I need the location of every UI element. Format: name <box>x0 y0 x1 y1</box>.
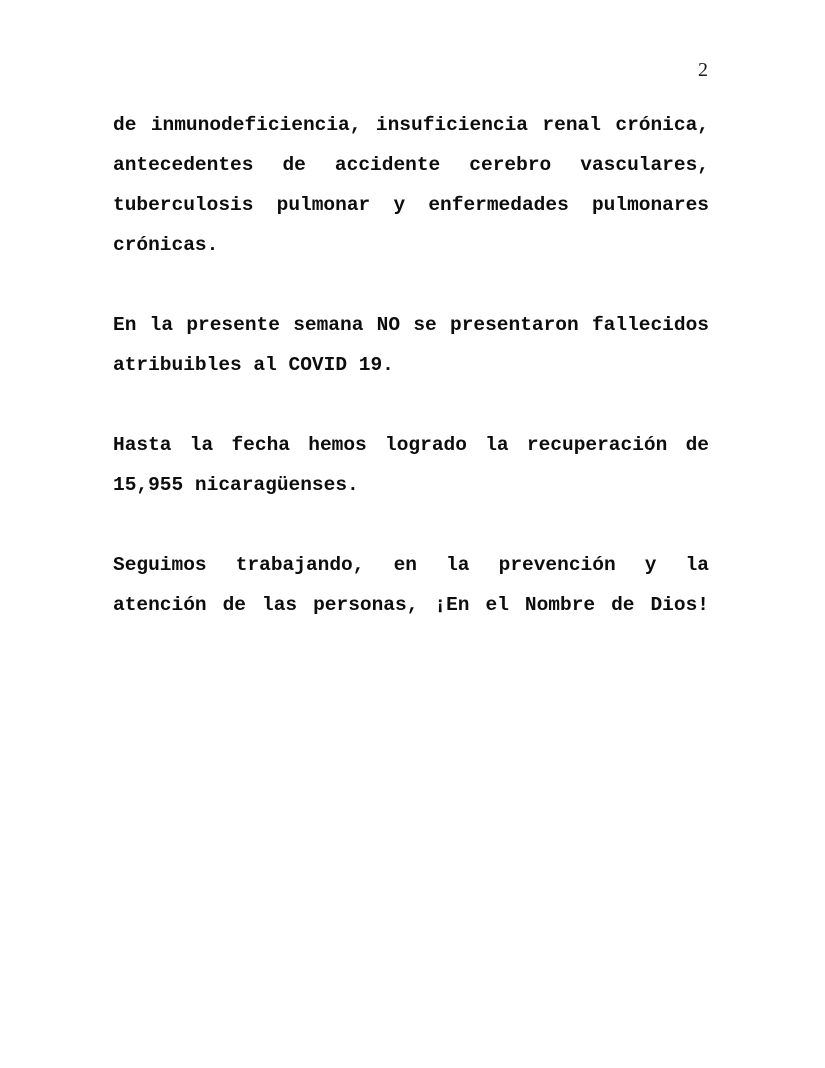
text-line: En la presente semana NO se presentaron fallecidos <box>113 314 709 336</box>
document-body <box>113 105 709 665</box>
page-number: 2 <box>698 59 708 81</box>
text-line: antecedentes de accidente cerebro vasculares, <box>113 154 709 176</box>
paragraph <box>113 425 709 505</box>
text-line: tuberculosis pulmonar y enfermedades pulmonares <box>113 194 709 216</box>
text-line: crónicas. <box>113 234 219 256</box>
text-line: Seguimos trabajando, en la prevención y la <box>113 554 709 576</box>
text-line: de inmunodeficiencia, insuficiencia renal crónica, <box>113 114 709 136</box>
paragraph <box>113 105 709 265</box>
text-line: Hasta la fecha hemos logrado la recuperación de <box>113 434 709 456</box>
paragraph <box>113 305 709 385</box>
paragraph <box>113 545 709 625</box>
text-line: 15,955 nicaragüenses. <box>113 474 359 496</box>
text-line: atención de las personas, ¡En el Nombre de Dios! <box>113 594 709 616</box>
text-line: atribuibles al COVID 19. <box>113 354 394 376</box>
